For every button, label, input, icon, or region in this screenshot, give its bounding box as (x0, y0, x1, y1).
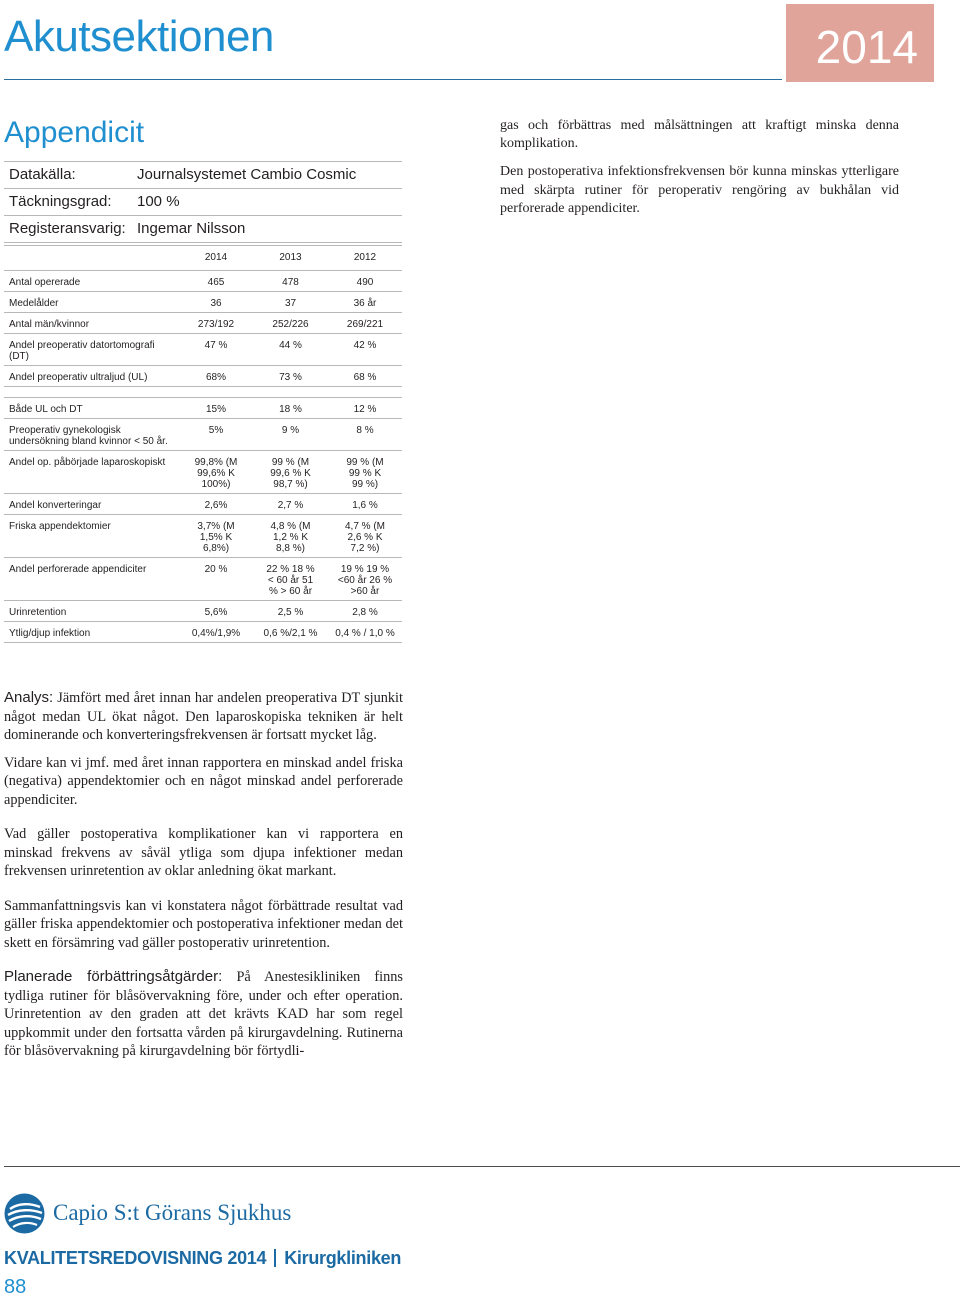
row-label: Andel perforerade appendiciter (4, 558, 179, 601)
cell-2014: 36 (179, 292, 253, 313)
cell-2012: 42 % (328, 334, 402, 366)
table-row (4, 558, 402, 601)
cell-2014: 0,4%/1,9% (179, 622, 253, 643)
cell-2012: 269/221 (328, 313, 402, 334)
row-label: Preoperativ gynekologisk undersökning bland kvinnor < 50 år. (4, 419, 179, 451)
source-row (4, 162, 402, 189)
cell-2013: 73 % (253, 366, 328, 387)
footer-divider (4, 1166, 960, 1167)
analysis-paragraph-3: Vad gäller postoperativa komplikationer kan vi rapportera en minskad frekvens av såväl ytliga som djupa infektioner medan frekvensen urinretention av oklar anledning ökat markant. (4, 826, 403, 879)
title-divider (4, 79, 782, 80)
coverage-label: Täckningsgrad: (9, 193, 112, 210)
cell-2014: 5% (179, 419, 253, 451)
cell-2014: 47 % (179, 334, 253, 366)
cell-2014: 99,8% (M 99,6% K 100%) (179, 451, 253, 494)
table-row (4, 334, 402, 366)
report-name: KVALITETSREDOVISNING 2014 (4, 1248, 267, 1268)
row-label: Andel op. påbörjade laparoskopiskt (4, 451, 179, 494)
cell-2014: 3,7% (M 1,5% K 6,8%) (179, 515, 253, 558)
row-label: Ytlig/djup infektion (4, 622, 179, 643)
improvement-paragraph (4, 968, 403, 1061)
table-row (4, 494, 402, 515)
table-row (4, 292, 402, 313)
cell-2013: 44 % (253, 334, 328, 366)
table-row (4, 515, 402, 558)
right-column-text (500, 117, 899, 228)
page-title: Akutsektionen (4, 12, 274, 61)
table-row (4, 601, 402, 622)
cell-2012: 99 % (M 99 % K 99 %) (328, 451, 402, 494)
header-2014: 2014 (179, 246, 253, 271)
analysis-paragraph-1 (4, 689, 403, 745)
cell-2013: 99 % (M 99,6 % K 98,7 %) (253, 451, 328, 494)
cell-2014: 5,6% (179, 601, 253, 622)
table-row (4, 271, 402, 292)
cell-2012: 4,7 % (M 2,6 % K 7,2 %) (328, 515, 402, 558)
cell-2014: 465 (179, 271, 253, 292)
page-number: 88 (4, 1276, 27, 1298)
row-label: Andel konverteringar (4, 494, 179, 515)
capio-logo-icon (4, 1193, 45, 1234)
table-row (4, 366, 402, 387)
row-label: Både UL och DT (4, 398, 179, 419)
table-row (4, 313, 402, 334)
cell-2014: 273/192 (179, 313, 253, 334)
row-label: Friska appendektomier (4, 515, 179, 558)
cell-2012: 0,4 % / 1,0 % (328, 622, 402, 643)
cell-2014: 68% (179, 366, 253, 387)
cell-2013: 252/226 (253, 313, 328, 334)
row-label: Andel preoperativ datortomografi (DT) (4, 334, 179, 366)
statistics-table (4, 245, 402, 643)
right-paragraph-2: Den postoperativa infektionsfrekvensen bör kunna minskas ytterligare med skärpta rutiner för peroperativ rengöring av bukhålan vid perforerade appendiciter. (500, 164, 899, 216)
hospital-name: Capio S:t Görans Sjukhus (53, 1200, 292, 1225)
table-spacer (4, 387, 402, 398)
row-label: Medelålder (4, 292, 179, 313)
header-2012: 2012 (328, 246, 402, 271)
year-label: 2014 (815, 21, 918, 73)
analysis-paragraph-2: Vidare kan vi jmf. med året innan rapportera en minskad andel friska (negativa) appendektomier och en något minskad andel perforerade appendiciter. (4, 754, 403, 808)
improvement-heading: Planerade förbättringsåtgärder: (4, 968, 223, 985)
cell-2013: 2,5 % (253, 601, 328, 622)
cell-2012: 1,6 % (328, 494, 402, 515)
coverage-value: 100 % (137, 193, 180, 210)
source-value: Journalsystemet Cambio Cosmic (137, 166, 357, 183)
table-header-row (4, 246, 402, 271)
section-title: Appendicit (4, 116, 145, 149)
analysis-heading: Analys: (4, 689, 54, 706)
cell-2013: 4,8 % (M 1,2 % K 8,8 %) (253, 515, 328, 558)
year-badge (786, 4, 934, 82)
cell-2012: 8 % (328, 419, 402, 451)
cell-2013: 2,7 % (253, 494, 328, 515)
table-row (4, 398, 402, 419)
cell-2013: 478 (253, 271, 328, 292)
registrar-row (4, 216, 402, 243)
registrar-value: Ingemar Nilsson (137, 220, 246, 237)
report-title (4, 1248, 401, 1269)
analysis-text-1: Jämfört med året innan har andelen preoperativa DT sjunkit något medan UL ökat något. Den laparoskopiska tekniken är helt dominerande och konverteringsfrekvensen är fortsatt mycket låg. (4, 690, 404, 743)
cell-2012: 19 % 19 % <60 år 26 % >60 år (328, 558, 402, 601)
report-separator (274, 1249, 276, 1267)
row-label: Antal män/kvinnor (4, 313, 179, 334)
cell-2012: 36 år (328, 292, 402, 313)
cell-2013: 22 % 18 % < 60 år 51 % > 60 år (253, 558, 328, 601)
cell-2014: 15% (179, 398, 253, 419)
header-label-cell (4, 246, 179, 271)
coverage-row (4, 189, 402, 216)
analysis-section (4, 689, 403, 1070)
cell-2012: 12 % (328, 398, 402, 419)
table-row (4, 419, 402, 451)
cell-2012: 68 % (328, 366, 402, 387)
cell-2014: 2,6% (179, 494, 253, 515)
cell-2013: 9 % (253, 419, 328, 451)
cell-2013: 18 % (253, 398, 328, 419)
source-label: Datakälla: (9, 166, 76, 183)
cell-2014: 20 % (179, 558, 253, 601)
cell-2012: 2,8 % (328, 601, 402, 622)
header-2013: 2013 (253, 246, 328, 271)
improvement-text: På Anestesikliniken finns tydliga rutiner för blåsövervakning före, under och efter operation. Urinretention av den graden att det krävts KAD har som regel uppkommit under den fortsatta vården på kirurgavdelning. Rutinerna för blåsövervakning på kirurgavdelning bör förtydli- (4, 969, 403, 1059)
analysis-paragraph-4: Sammanfattningsvis kan vi konstatera något förbättrade resultat vad gäller friska appendektomier och postoperativa infektioner medan det skett en försämring vad gäller postoperativ urinretention. (4, 897, 403, 951)
cell-2012: 490 (328, 271, 402, 292)
row-label: Antal opererade (4, 271, 179, 292)
clinic-name: Kirurgkliniken (284, 1248, 402, 1268)
registrar-label: Registeransvarig: (9, 220, 126, 237)
source-info-box (4, 161, 402, 243)
table-row (4, 622, 402, 643)
cell-2013: 37 (253, 292, 328, 313)
row-label: Andel preoperativ ultraljud (UL) (4, 366, 179, 387)
cell-2013: 0,6 %/2,1 % (253, 622, 328, 643)
right-paragraph-1: gas och förbättras med målsättningen att kraftigt minska denna komplikation. (500, 118, 899, 152)
row-label: Urinretention (4, 601, 179, 622)
table-row (4, 451, 402, 494)
